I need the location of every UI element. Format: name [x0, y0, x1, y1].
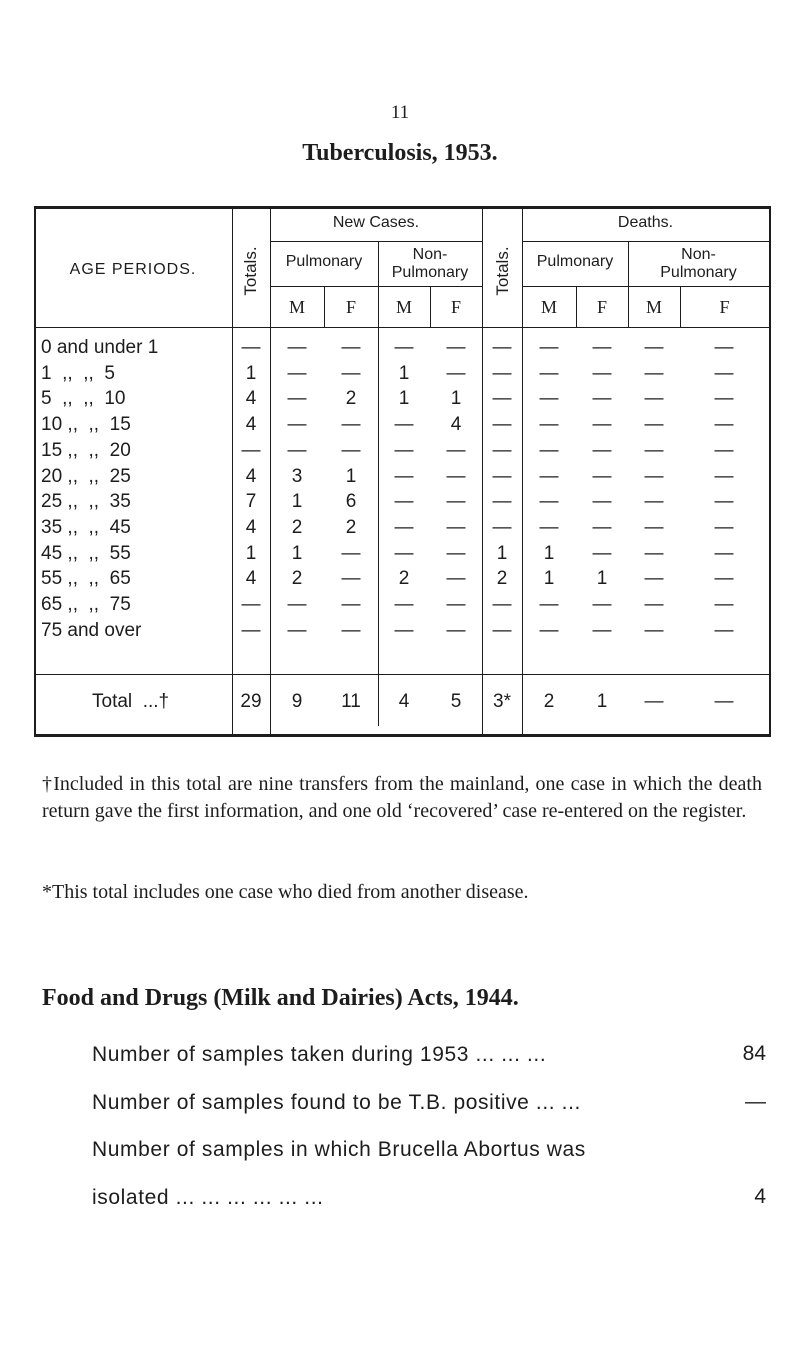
- row-label: 65 ,, ,, 75: [41, 594, 131, 615]
- table-cell: 1: [398, 388, 410, 410]
- table-cell: —: [492, 439, 512, 461]
- table-cell: 2: [496, 568, 508, 590]
- table-cell: —: [446, 619, 466, 641]
- table-cell: —: [394, 439, 414, 461]
- row-label: 20 ,, ,, 25: [41, 465, 131, 487]
- table-cell: 1: [543, 542, 555, 564]
- table-cell: —: [592, 542, 612, 564]
- table-cell: 4: [450, 414, 462, 436]
- footnote-dagger: †Included in this total are nine transfers from the mainland, one case in which the death return gave the first information, and one old ‘recovered’ case re-entered on the register.: [42, 773, 762, 822]
- table-cell: —: [644, 516, 664, 538]
- row-label: 25 ,, ,, 35: [41, 491, 131, 513]
- table-cell: 4: [245, 568, 257, 590]
- row-label: 35 ,, ,, 45: [41, 516, 131, 538]
- table-cell: —: [394, 491, 414, 513]
- table-cell: —: [287, 388, 307, 410]
- table-cell: 2: [398, 568, 410, 590]
- new-pulmonary-header: Pulmonary: [285, 253, 363, 270]
- table-cell: 1: [543, 568, 555, 590]
- table-cell: —: [592, 491, 612, 513]
- table-cell: —: [592, 414, 612, 436]
- table-cell: —: [492, 362, 512, 384]
- table-cell: —: [714, 594, 734, 615]
- table-cell: —: [394, 542, 414, 564]
- sample-line: Number of samples found to be T.B. positive ... ...: [92, 1091, 581, 1114]
- table-cell: 7: [245, 491, 257, 513]
- total-cell: 4: [398, 691, 410, 712]
- death-pulmonary-header: Pulmonary: [536, 253, 614, 270]
- new-nonpulm-m: M: [395, 297, 412, 317]
- table-cell: —: [714, 619, 734, 641]
- page-title: Tuberculosis, 1953.: [302, 140, 498, 166]
- table-bottom-rule: [34, 734, 771, 737]
- death-nonpulm-f: F: [719, 297, 730, 317]
- table-cell: —: [644, 465, 664, 487]
- table-cell: —: [287, 414, 307, 436]
- table-cell: —: [446, 594, 466, 615]
- sample-value: —: [745, 1090, 766, 1113]
- table-cell: 1: [398, 362, 410, 384]
- table-cell: —: [287, 619, 307, 641]
- table-cell: —: [714, 362, 734, 384]
- table-cell: —: [714, 439, 734, 461]
- death-pulm-f: F: [596, 297, 607, 317]
- death-nonpulm-m: M: [645, 297, 662, 317]
- table-cell: —: [539, 516, 559, 538]
- table-cell: 1: [596, 568, 608, 590]
- table-cell: 2: [345, 516, 357, 538]
- table-cell: —: [714, 465, 734, 487]
- table-cell: 3: [291, 465, 303, 487]
- section-title: Food and Drugs (Milk and Dairies) Acts, 1944.: [42, 985, 519, 1011]
- table-cell: —: [492, 388, 512, 410]
- row-label: 10 ,, ,, 15: [41, 414, 131, 436]
- table-cell: —: [714, 491, 734, 513]
- row-label: 1 ,, ,, 5: [41, 362, 115, 384]
- total-cell: —: [714, 691, 734, 712]
- new-cases-header: New Cases.: [332, 214, 420, 231]
- table-cell: —: [714, 542, 734, 564]
- table-cell: —: [539, 491, 559, 513]
- table-cell: 1: [245, 362, 257, 384]
- table-cell: 6: [345, 491, 357, 513]
- table-cell: —: [592, 337, 612, 358]
- total-label: Total ...†: [92, 691, 170, 712]
- table-cell: —: [341, 542, 361, 564]
- total-cell: —: [644, 691, 664, 712]
- table-cell: 1: [291, 491, 303, 513]
- new-pulm-m: M: [288, 297, 305, 317]
- new-pulm-f: F: [345, 297, 356, 317]
- table-cell: —: [492, 594, 512, 615]
- table-cell: 1: [291, 542, 303, 564]
- table-cell: —: [592, 594, 612, 615]
- page-number: 11: [390, 102, 410, 123]
- table-cell: —: [394, 414, 414, 436]
- deaths-totals-header: Totals.: [493, 246, 512, 296]
- table-cell: —: [644, 568, 664, 590]
- table-cell: 1: [345, 465, 357, 487]
- table-cell: —: [644, 439, 664, 461]
- new-non-pulmonary-header-1: Non-: [412, 246, 448, 263]
- deaths-header: Deaths.: [617, 214, 674, 231]
- table-cell: —: [241, 439, 261, 461]
- table-cell: —: [644, 542, 664, 564]
- table-cell: 2: [291, 568, 303, 590]
- table-cell: —: [592, 362, 612, 384]
- table-cell: —: [287, 594, 307, 615]
- table-cell: —: [287, 337, 307, 358]
- table-cell: —: [341, 414, 361, 436]
- table-cell: —: [539, 362, 559, 384]
- table-cell: 4: [245, 516, 257, 538]
- footnote-star: *This total includes one case who died from another disease.: [42, 881, 529, 903]
- table-cell: —: [644, 362, 664, 384]
- total-cell: 5: [450, 691, 462, 712]
- table-cell: 1: [245, 542, 257, 564]
- row-label: 5 ,, ,, 10: [41, 388, 126, 410]
- table-cell: —: [394, 337, 414, 358]
- death-pulm-m: M: [540, 297, 557, 317]
- table-cell: —: [341, 568, 361, 590]
- table-cell: —: [394, 594, 414, 615]
- table-cell: —: [492, 516, 512, 538]
- table-cell: —: [241, 337, 261, 358]
- table-right-rule: [769, 206, 771, 737]
- table-cell: 1: [450, 388, 462, 410]
- table-cell: —: [394, 465, 414, 487]
- table-cell: —: [446, 542, 466, 564]
- table-cell: —: [644, 337, 664, 358]
- death-non-pulmonary-header-2: Pulmonary: [660, 264, 737, 281]
- table-cell: —: [492, 619, 512, 641]
- table-cell: —: [446, 362, 466, 384]
- table-cell: 2: [291, 516, 303, 538]
- table-left-rule: [34, 206, 36, 737]
- new-non-pulmonary-header-2: Pulmonary: [391, 264, 469, 281]
- table-cell: —: [446, 337, 466, 358]
- table-cell: —: [644, 594, 664, 615]
- table-cell: —: [446, 465, 466, 487]
- table-cell: —: [394, 619, 414, 641]
- sample-line: Number of samples taken during 1953 ... ... ...: [92, 1043, 547, 1066]
- table-cell: —: [492, 465, 512, 487]
- sample-value: 4: [754, 1185, 766, 1208]
- sample-line: isolated ... ... ... ... ... ...: [92, 1186, 324, 1209]
- table-top-rule: [34, 206, 771, 209]
- table-cell: —: [592, 516, 612, 538]
- table-cell: —: [446, 491, 466, 513]
- table-cell: —: [644, 388, 664, 410]
- table-cell: —: [287, 439, 307, 461]
- tuberculosis-table: [34, 206, 771, 736]
- table-cell: —: [446, 568, 466, 590]
- new-cases-totals-header: Totals.: [241, 246, 260, 296]
- death-non-pulmonary-header-1: Non-: [681, 246, 716, 263]
- row-label: 75 and over: [41, 619, 142, 641]
- table-cell: 4: [245, 388, 257, 410]
- table-cell: —: [592, 465, 612, 487]
- table-cell: —: [644, 491, 664, 513]
- table-cell: —: [644, 619, 664, 641]
- table-cell: —: [341, 337, 361, 358]
- table-cell: —: [539, 594, 559, 615]
- table-cell: —: [241, 619, 261, 641]
- table-cell: —: [492, 414, 512, 436]
- row-label: 0 and under 1: [41, 337, 159, 358]
- table-cell: —: [714, 388, 734, 410]
- row-label: 45 ,, ,, 55: [41, 542, 131, 564]
- table-cell: —: [539, 619, 559, 641]
- table-cell: —: [714, 414, 734, 436]
- table-cell: —: [341, 619, 361, 641]
- sample-line: Number of samples in which Brucella Abortus was: [92, 1138, 586, 1161]
- new-nonpulm-f: F: [450, 297, 461, 317]
- table-cell: —: [539, 465, 559, 487]
- total-cell: 29: [240, 691, 262, 712]
- table-cell: —: [341, 439, 361, 461]
- table-cell: 4: [245, 465, 257, 487]
- total-cell: 3*: [493, 691, 511, 712]
- table-cell: —: [592, 439, 612, 461]
- table-cell: —: [539, 414, 559, 436]
- table-cell: —: [592, 388, 612, 410]
- table-cell: —: [341, 594, 361, 615]
- total-cell: 9: [291, 691, 303, 712]
- table-cell: 2: [345, 388, 357, 410]
- table-cell: —: [592, 619, 612, 641]
- table-cell: —: [287, 362, 307, 384]
- table-cell: —: [714, 568, 734, 590]
- table-cell: —: [539, 439, 559, 461]
- sample-value: 84: [742, 1042, 766, 1065]
- table-cell: —: [539, 388, 559, 410]
- table-cell: —: [341, 362, 361, 384]
- table-cell: —: [492, 337, 512, 358]
- row-label: 15 ,, ,, 20: [41, 439, 131, 461]
- total-cell: 1: [596, 691, 608, 712]
- table-cell: 1: [496, 542, 508, 564]
- row-label: 55 ,, ,, 65: [41, 568, 131, 590]
- table-cell: —: [714, 516, 734, 538]
- table-cell: —: [539, 337, 559, 358]
- table-cell: —: [644, 414, 664, 436]
- table-cell: —: [492, 491, 512, 513]
- age-periods-header: AGE PERIODS.: [69, 261, 197, 278]
- table-cell: —: [714, 337, 734, 358]
- total-cell: 11: [341, 691, 361, 712]
- total-cell: 2: [543, 691, 555, 712]
- table-cell: —: [446, 516, 466, 538]
- table-cell: —: [446, 439, 466, 461]
- table-cell: —: [394, 516, 414, 538]
- table-cell: 4: [245, 414, 257, 436]
- table-cell: —: [241, 594, 261, 615]
